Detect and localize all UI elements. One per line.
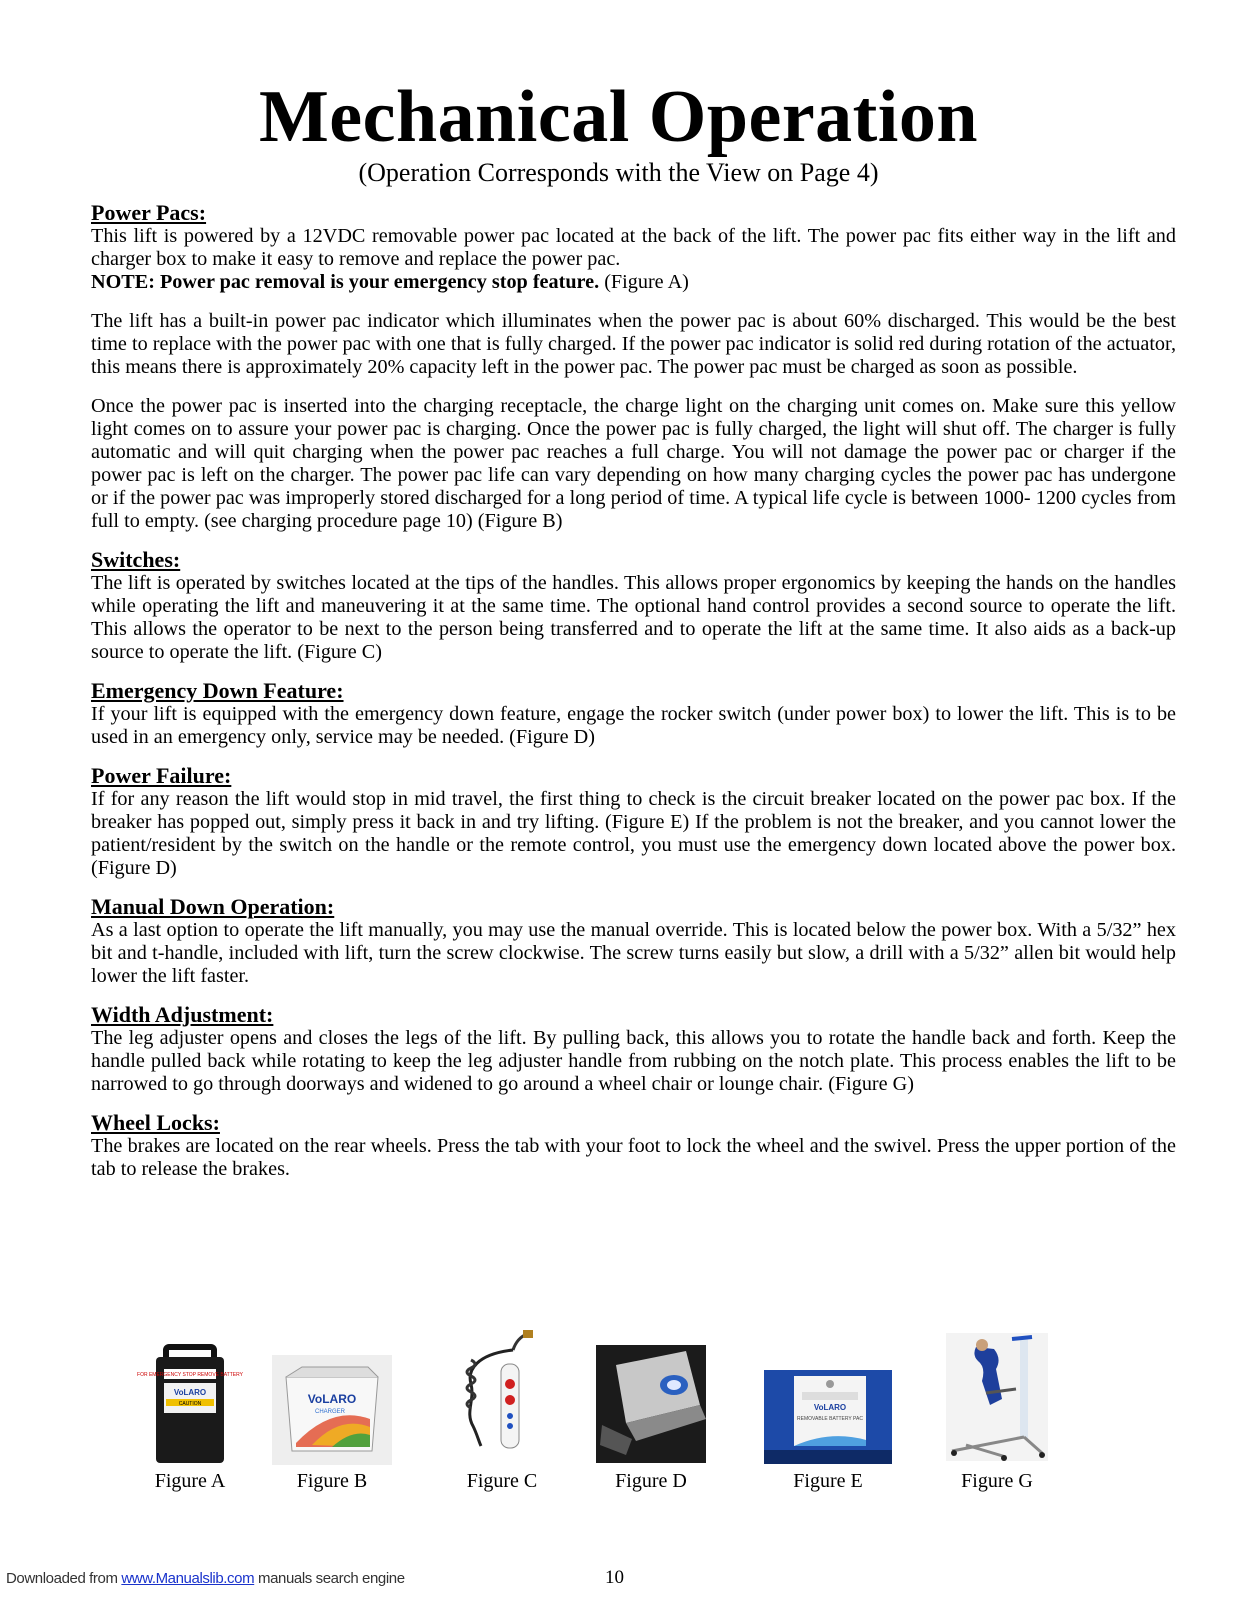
paragraph: Once the power pac is inserted into the charging receptacle, the charge light on the charging unit comes on. Make sure this yellow light comes on to assure your power pac is charging. Once the power pac is fully charged, the light will shut off. The charger is fully automatic and will quit charging when the power pac reaches a full charge. You will not damage the power pac or charger if the power pac is left on the charger. The power pac life can vary depending on how many charging cycles the power pac has undergone or if the power pac was improperly stored discharged for a long period of time. A typical life cycle is between 1000- 1200 cycles from full to empty. (see charging procedure page 10) (Figure B) xyxy=(91,395,1176,532)
footer-prefix: Downloaded from xyxy=(6,1570,122,1587)
section-emergency-down xyxy=(91,678,1176,749)
figure-label: FOR EMERGENCY STOP REMOVE BATTERY xyxy=(137,1372,243,1378)
page-subtitle: (Operation Corresponds with the View on Page 4) xyxy=(358,158,879,187)
paragraph: The lift has a built-in power pac indicator which illuminates when the power pac is about 60% discharged. This would be the best time to replace with the power pac with one that is fully charged. If the power pac indicator is solid red during rotation of the actuator, this means there is approximately 20% capacity left in the power pac. The power pac must be charged as soon as possible. xyxy=(91,310,1176,378)
body-content xyxy=(91,200,1176,1195)
page-title: Mechanical Operation xyxy=(258,76,979,158)
paragraph: As a last option to operate the lift manually, you may use the manual override. This is located below the power box. With a 5/32” hex bit and t-handle, included with lift, turn the screw clockwise. The screw turns easily but slow, a drill with a 5/32” allen bit would help lower the lift faster. xyxy=(91,919,1176,987)
figure-c xyxy=(457,1345,547,1492)
figure-a xyxy=(137,1345,243,1492)
paragraph: If your lift is equipped with the emergency down feature, engage the rocker switch (under power box) to lower the lift. This is to be used in an emergency only, service may be needed. (Figure D) xyxy=(91,703,1176,748)
hand-control-photo-icon xyxy=(457,1330,547,1460)
paragraph: This lift is powered by a 12VDC removable power pac located at the back of the lift. The power pac fits either way in the lift and charger box to make it easy to remove and replace the power pac. xyxy=(91,225,1176,270)
section-heading: Power Pacs: xyxy=(91,200,207,225)
figure-label: REMOVABLE BATTERY PAC xyxy=(797,1416,863,1422)
figure-b xyxy=(272,1345,392,1492)
figure-e xyxy=(764,1345,892,1492)
note-paragraph xyxy=(91,271,1176,294)
circuit-breaker-photo-icon xyxy=(764,1370,892,1464)
download-footer xyxy=(6,1570,405,1587)
figure-label: VoLARO xyxy=(813,1403,847,1412)
note-bold: NOTE: Power pac removal is your emergency stop feature. xyxy=(91,271,600,293)
section-heading: Power Failure: xyxy=(91,763,232,788)
section-power-failure xyxy=(91,763,1176,880)
section-manual-down xyxy=(91,894,1176,988)
manualslib-link[interactable]: www.Manualslib.com xyxy=(121,1570,255,1587)
paragraph: If for any reason the lift would stop in mid travel, the first thing to check is the circuit breaker located on the power pac box. If the breaker has popped out, simply press it back in and try lifting. (Figure E) If the problem is not the breaker, and you cannot lower the patient/resident by the switch on the handle or the remote control, you must use the emergency down located above the power box. (Figure D) xyxy=(91,788,1176,879)
figure-caption: Figure D xyxy=(615,1470,687,1492)
figure-d xyxy=(596,1345,706,1492)
section-power-pacs xyxy=(91,200,1176,533)
figure-caption: Figure G xyxy=(961,1470,1033,1492)
battery-pack-photo-icon xyxy=(137,1345,243,1465)
figure-label: VoLARO xyxy=(307,1392,357,1406)
figures-row xyxy=(0,1345,1237,1515)
figure-g xyxy=(946,1345,1048,1492)
lift-photo-icon xyxy=(946,1333,1048,1461)
paragraph: The brakes are located on the rear wheels. Press the tab with your foot to lock the wheel and the swivel. Press the upper portion of the tab to release the brakes. xyxy=(91,1135,1176,1180)
section-heading: Switches: xyxy=(91,547,181,572)
section-heading: Manual Down Operation: xyxy=(91,894,335,919)
figure-caption: Figure A xyxy=(154,1470,226,1492)
charger-photo-icon xyxy=(272,1355,392,1465)
section-heading: Wheel Locks: xyxy=(91,1110,220,1135)
section-switches xyxy=(91,547,1176,664)
figure-caption: Figure E xyxy=(793,1470,863,1492)
page-number: 10 xyxy=(605,1567,624,1588)
paragraph: The lift is operated by switches located at the tips of the handles. This allows proper ergonomics by keeping the hands on the handles while operating the lift and maneuvering it at the same time. The optional hand control provides a second source to operate the lift. This allows the operator to be next to the person being transferred and to operate the lift at the same time. It also aids as a back-up source to operate the lift. (Figure C) xyxy=(91,572,1176,663)
figure-label: VoLARO xyxy=(173,1388,207,1397)
section-heading: Width Adjustment: xyxy=(91,1002,274,1027)
note-figure-ref: (Figure A) xyxy=(599,271,689,293)
emergency-down-photo-icon xyxy=(596,1345,706,1463)
figure-caption: Figure C xyxy=(466,1470,538,1492)
section-heading: Emergency Down Feature: xyxy=(91,678,344,703)
figure-label: CHARGER xyxy=(314,1409,346,1415)
section-width-adjustment xyxy=(91,1002,1176,1096)
figure-caption: Figure B xyxy=(296,1470,368,1492)
paragraph: The leg adjuster opens and closes the legs of the lift. By pulling back, this allows you to rotate the handle back and forth. Keep the handle pulled back while rotating to keep the leg adjuster handle from rubbing on the notch plate. This process enables the lift to be narrowed to go through doorways and widened to go around a wheel chair or lounge chair. (Figure G) xyxy=(91,1027,1176,1095)
section-wheel-locks xyxy=(91,1110,1176,1181)
figure-label: CAUTION xyxy=(178,1401,202,1407)
footer-suffix: manuals search engine xyxy=(254,1570,405,1587)
